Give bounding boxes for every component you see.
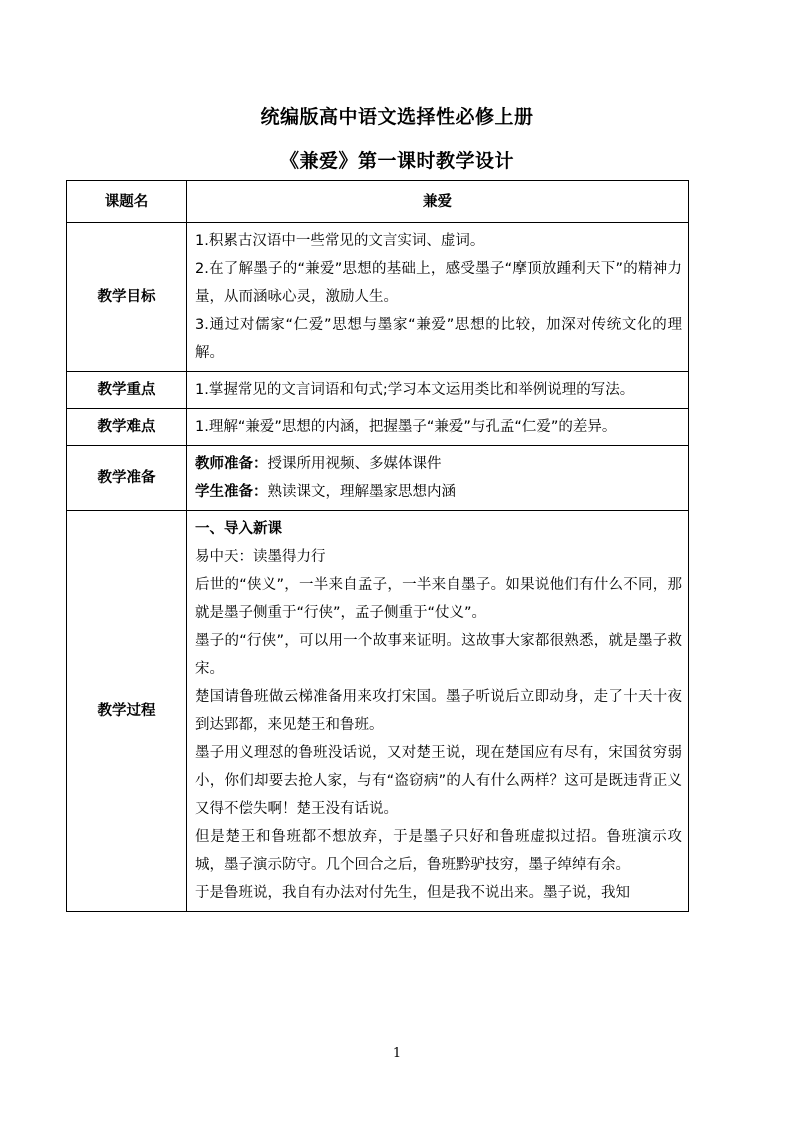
- page-number: 1: [392, 1046, 402, 1061]
- teacher-preparation-label: 教师准备：: [195, 456, 268, 472]
- row-topic: [67, 181, 689, 223]
- preparation-label: 教学准备: [67, 446, 187, 511]
- process-paragraph: 墨子用义理怼的鲁班没话说，又对楚王说，现在楚国应有尽有，宋国贫穷弱小，你们却要去抢人家，与有“盗窃病”的人有什么两样？这可是既违背正义又得不偿失啊！楚王没有话说。: [195, 745, 682, 817]
- preparation-content: [187, 446, 689, 511]
- goal-item: 3.通过对儒家“仁爱”思想与墨家“兼爱”思想的比较，加深对传统文化的理解。: [195, 317, 682, 361]
- row-process: [67, 511, 689, 912]
- student-preparation: [195, 478, 682, 506]
- student-preparation-text: 熟读课文，理解墨家思想内涵: [267, 484, 456, 500]
- key-points-label: 教学重点: [67, 372, 187, 409]
- process-heading: 一、导入新课: [195, 521, 282, 537]
- difficulty-item: 1.理解“兼爱”思想的内涵，把握墨子“兼爱”与孔孟“仁爱”的差异。: [195, 419, 617, 435]
- document-title-line2: 《兼爱》第一课时教学设计: [279, 150, 514, 172]
- process-paragraph: 易中天：读墨得力行: [195, 549, 326, 565]
- teacher-preparation: [195, 450, 682, 478]
- document-title-line1: 统编版高中语文选择性必修上册: [260, 106, 534, 128]
- process-content: [187, 511, 689, 912]
- key-point-item: 1.掌握常见的文言词语和句式;学习本文运用类比和举例说理的写法。: [195, 382, 635, 398]
- goals-content: [187, 223, 689, 372]
- goal-item: 1.积累古汉语中一些常见的文言实词、虚词。: [195, 233, 485, 249]
- process-paragraph: 但是楚王和鲁班都不想放弃，于是墨子只好和鲁班虚拟过招。鲁班演示攻城，墨子演示防守。几个回合之后，鲁班黔驴技穷，墨子绰绰有余。: [195, 829, 682, 873]
- topic-label: 课题名: [67, 181, 187, 223]
- student-preparation-label: 学生准备：: [195, 484, 268, 500]
- row-difficulties: [67, 409, 689, 446]
- row-key-points: [67, 372, 689, 409]
- row-goals: [67, 223, 689, 372]
- process-label: 教学过程: [67, 511, 187, 912]
- difficulties-label: 教学难点: [67, 409, 187, 446]
- process-paragraph: 楚国请鲁班做云梯准备用来攻打宋国。墨子听说后立即动身，走了十天十夜到达郢都，来见楚王和鲁班。: [195, 689, 682, 733]
- process-paragraph: 于是鲁班说，我自有办法对付先生，但是我不说出来。墨子说，我知: [195, 885, 630, 901]
- process-paragraph: 后世的“侠义”，一半来自孟子，一半来自墨子。如果说他们有什么不同，那就是墨子侧重于“行侠”，孟子侧重于“仗义”。: [195, 577, 682, 621]
- lesson-plan-table: [66, 180, 689, 912]
- goal-item: 2.在了解墨子的“兼爱”思想的基础上，感受墨子“摩顶放踵利天下”的精神力量，从而涵咏心灵，激励人生。: [195, 261, 682, 305]
- difficulties-content: [187, 409, 689, 446]
- teacher-preparation-text: 授课所用视频、多媒体课件: [267, 456, 442, 472]
- row-preparation: [67, 446, 689, 511]
- goals-label: 教学目标: [67, 223, 187, 372]
- topic-value: 兼爱: [187, 181, 689, 223]
- key-points-content: [187, 372, 689, 409]
- process-paragraph: 墨子的“行侠”，可以用一个故事来证明。这故事大家都很熟悉，就是墨子救宋。: [195, 633, 682, 677]
